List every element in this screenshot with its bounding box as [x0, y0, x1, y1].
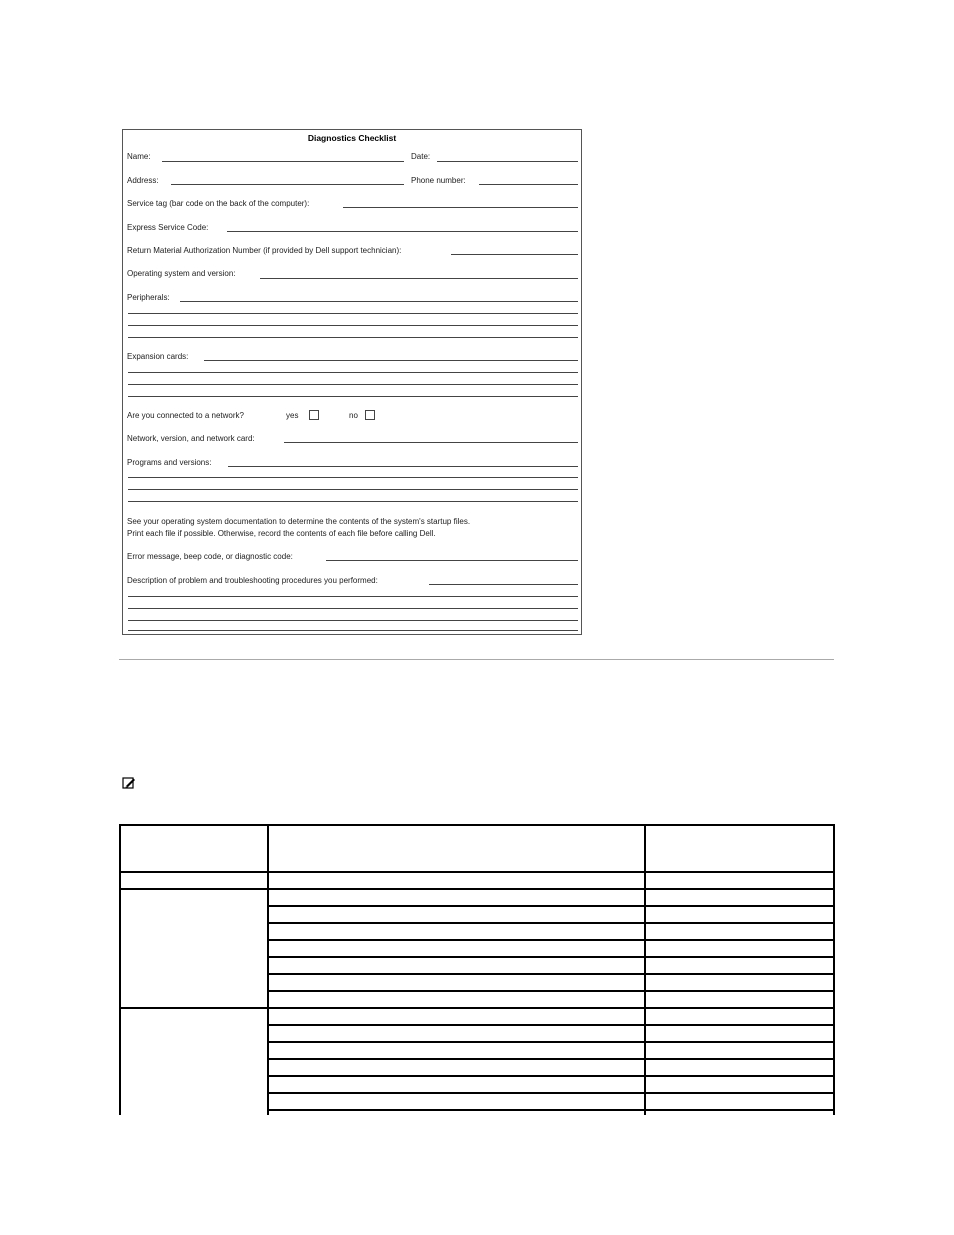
os-line[interactable] [260, 278, 578, 279]
programs-line-3[interactable] [128, 489, 578, 490]
table-header-top [119, 824, 835, 826]
address-label: Address: [127, 176, 159, 185]
table-header-bottom [119, 871, 835, 873]
table-subrow-divider-10 [267, 1075, 835, 1077]
peripherals-line-2[interactable] [128, 313, 578, 314]
description-label: Description of problem and troubleshooting procedures you performed: [127, 576, 378, 585]
address-line[interactable] [171, 184, 404, 185]
peripherals-line-1[interactable] [180, 301, 578, 302]
description-line-5[interactable] [128, 630, 578, 631]
programs-line-2[interactable] [128, 477, 578, 478]
table-border-left [119, 824, 121, 1115]
expansion-line-3[interactable] [128, 384, 578, 385]
startup-instructions-1: See your operating system documentation to determine the contents of the system's startup files. [127, 517, 471, 526]
service-tag-line[interactable] [343, 207, 578, 208]
rma-label: Return Material Authorization Number (if provided by Dell support technician): [127, 246, 402, 255]
description-line-3[interactable] [128, 608, 578, 609]
yes-checkbox[interactable] [309, 410, 319, 420]
expansion-line-4[interactable] [128, 396, 578, 397]
table-group-divider [119, 1007, 835, 1009]
error-message-label: Error message, beep code, or diagnostic code: [127, 552, 293, 561]
description-line-2[interactable] [128, 596, 578, 597]
table-subrow-divider-7 [267, 1024, 835, 1026]
peripherals-label: Peripherals: [127, 293, 170, 302]
expansion-line-1[interactable] [204, 360, 578, 361]
name-label: Name: [127, 152, 151, 161]
checklist-title: Diagnostics Checklist [307, 133, 397, 143]
table-border-right [833, 824, 835, 1115]
name-line[interactable] [162, 161, 404, 162]
table-subrow-divider-1 [267, 905, 835, 907]
network-card-line[interactable] [284, 442, 578, 443]
table-subrow-divider-12 [267, 1109, 835, 1111]
table-subrow-divider-11 [267, 1092, 835, 1094]
yes-label: yes [286, 411, 299, 420]
table-column-divider-2 [644, 824, 646, 1115]
programs-line-1[interactable] [228, 466, 578, 467]
no-checkbox[interactable] [365, 410, 375, 420]
no-label: no [349, 411, 358, 420]
date-line[interactable] [437, 161, 578, 162]
startup-instructions-2: Print each file if possible. Otherwise, record the contents of each file before calling Dell. [127, 529, 436, 538]
table-subrow-divider-5 [267, 973, 835, 975]
network-card-label: Network, version, and network card: [127, 434, 255, 443]
peripherals-line-4[interactable] [128, 337, 578, 338]
express-code-label: Express Service Code: [127, 223, 209, 232]
phone-line[interactable] [479, 184, 578, 185]
programs-line-4[interactable] [128, 501, 578, 502]
description-line-1[interactable] [429, 584, 578, 585]
table-subrow-divider-3 [267, 939, 835, 941]
date-label: Date: [411, 152, 431, 161]
table-row-divider [119, 888, 835, 890]
table-subrow-divider-2 [267, 922, 835, 924]
peripherals-line-3[interactable] [128, 325, 578, 326]
table-subrow-divider-6 [267, 990, 835, 992]
error-message-line[interactable] [326, 560, 578, 561]
table-subrow-divider-4 [267, 956, 835, 958]
express-code-line[interactable] [227, 231, 578, 232]
os-label: Operating system and version: [127, 269, 236, 278]
table-subrow-divider-8 [267, 1041, 835, 1043]
diagnostics-checklist-form [122, 129, 582, 635]
table-subrow-divider-9 [267, 1058, 835, 1060]
programs-label: Programs and versions: [127, 458, 212, 467]
expansion-line-2[interactable] [128, 372, 578, 373]
description-line-4[interactable] [128, 620, 578, 621]
network-question-label: Are you connected to a network? [127, 411, 244, 420]
phone-label: Phone number: [411, 176, 466, 185]
section-separator [119, 659, 834, 660]
table-column-divider-1 [267, 824, 269, 1115]
service-tag-label: Service tag (bar code on the back of the computer): [127, 199, 310, 208]
rma-line[interactable] [451, 254, 578, 255]
expansion-label: Expansion cards: [127, 352, 189, 361]
note-pencil-icon [122, 776, 136, 790]
